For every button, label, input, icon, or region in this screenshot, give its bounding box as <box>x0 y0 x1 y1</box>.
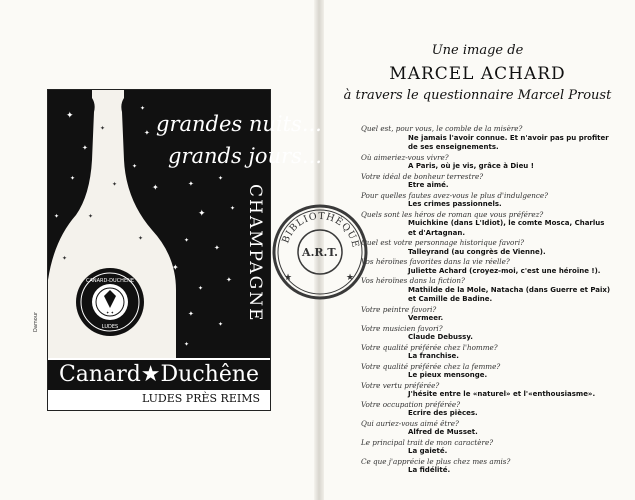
ad-designer-text: Damour <box>33 311 39 332</box>
ad-brand-location: LUDES PRÈS REIMS <box>141 392 260 405</box>
qa-item <box>361 153 611 172</box>
svg-text:✦: ✦ <box>144 129 150 137</box>
qa-item <box>361 438 611 457</box>
answer: La gaieté. <box>408 447 448 455</box>
qa-item <box>361 362 611 381</box>
question: Qui auriez-vous aimé être? <box>361 418 459 428</box>
svg-text:✦: ✦ <box>172 263 179 272</box>
svg-text:✦: ✦ <box>198 285 204 292</box>
svg-text:✦ ✦: ✦ ✦ <box>106 310 114 315</box>
svg-text:✦: ✦ <box>54 213 60 220</box>
qa-item <box>361 172 611 191</box>
answer: Muichkine (dans L'Idiot), le comte Mosca, Charlus et d'Artagnan. <box>408 219 605 237</box>
answer: La franchise. <box>408 352 459 360</box>
question: Votre qualité préférée chez la femme? <box>361 361 501 371</box>
ad-slogan-line2: grands jours... <box>168 144 322 168</box>
question: Ce que j'apprécie le plus chez mes amis? <box>361 456 511 466</box>
question: Le principal trait de mon caractère? <box>361 437 494 447</box>
question: Votre occupation préférée? <box>361 399 461 409</box>
svg-text:✦: ✦ <box>88 213 94 220</box>
qa-item <box>361 276 611 305</box>
svg-text:✦: ✦ <box>62 255 68 262</box>
qa-item <box>361 381 611 400</box>
svg-text:✦: ✦ <box>198 209 206 219</box>
question: Vos héroïnes dans la fiction? <box>361 276 465 285</box>
svg-text:✦: ✦ <box>82 144 88 152</box>
svg-text:✦: ✦ <box>132 163 138 170</box>
qa-item <box>361 124 611 153</box>
question: Votre vertu préférée? <box>361 380 440 390</box>
svg-text:✦: ✦ <box>70 175 76 182</box>
question: Où aimeriez-vous vivre? <box>361 152 449 162</box>
qa-item <box>361 419 611 438</box>
qa-item <box>361 191 611 210</box>
brand-seal-icon <box>76 268 144 336</box>
svg-text:★: ★ <box>346 273 355 283</box>
title-name: MARCEL ACHARD <box>389 64 566 84</box>
qa-item <box>361 210 611 239</box>
answer: Les crimes passionnels. <box>408 200 502 208</box>
svg-text:✦: ✦ <box>230 205 236 212</box>
ad-slogan-line1: grandes nuits... <box>156 112 322 136</box>
qa-item <box>361 305 611 324</box>
question: Votre idéal de bonheur terrestre? <box>361 171 484 181</box>
answer: Vermeer. <box>408 314 444 322</box>
svg-text:✦: ✦ <box>112 181 118 188</box>
ad-vertical-word-text: CHAMPAGNE <box>245 184 265 323</box>
answer: Etre aimé. <box>408 181 449 189</box>
answer: Ne jamais l'avoir connue. Et n'avoir pas pu profiter de ses enseignements. <box>408 133 609 151</box>
qa-item <box>361 238 611 257</box>
title-line1: Une image de <box>431 43 524 58</box>
svg-text:✦: ✦ <box>218 321 224 328</box>
questionnaire <box>361 124 611 476</box>
svg-text:✦: ✦ <box>218 175 224 182</box>
library-stamp-icon <box>268 200 372 304</box>
question: Votre musicien favori? <box>361 323 443 333</box>
qa-item <box>361 343 611 362</box>
qa-item <box>361 324 611 343</box>
svg-text:✦: ✦ <box>66 111 74 121</box>
title-line3: à travers le questionnaire Marcel Proust <box>343 88 612 103</box>
svg-text:★: ★ <box>284 273 293 283</box>
answer: Le pieux mensonge. <box>408 371 488 379</box>
question: Quel est votre personnage historique favori? <box>361 238 524 247</box>
question: Quels sont les héros de roman que vous préférez? <box>361 209 544 219</box>
svg-text:✦: ✦ <box>184 237 190 244</box>
answer: Ecrire des pièces. <box>408 409 478 417</box>
answer: A Paris, où je vis, grâce à Dieu ! <box>408 162 534 170</box>
svg-text:✦: ✦ <box>138 235 144 242</box>
answer: Mathilde de la Mole, Natacha (dans Guerre et Paix) et Camille de Badine. <box>408 285 611 303</box>
answer: Talleyrand (au congrès de Vienne). <box>408 247 546 256</box>
svg-text:LUDES: LUDES <box>101 324 119 330</box>
answer: J'hésite entre le «naturel» et l'«enthousiasme». <box>408 390 596 398</box>
question: Pour quelles fautes avez-vous le plus d'indulgence? <box>361 190 549 200</box>
qa-item <box>361 457 611 476</box>
answer: Claude Debussy. <box>408 333 473 341</box>
svg-text:✦: ✦ <box>100 125 106 132</box>
svg-text:✦: ✦ <box>184 341 190 348</box>
answer: La fidélité. <box>408 466 451 474</box>
svg-text:✦: ✦ <box>188 180 194 188</box>
ad-vertical-word <box>245 184 269 356</box>
ad-brand-name: Canard★Duchêne <box>48 360 270 390</box>
svg-text:CANARD-DUCHÊNE: CANARD-DUCHÊNE <box>85 278 135 284</box>
question: Votre qualité préférée chez l'homme? <box>361 342 498 352</box>
answer: Juliette Achard (croyez-moi, c'est une héroïne !). <box>408 266 601 275</box>
qa-item <box>361 257 611 276</box>
stamp-ring-text: BIBLIOTHÈQUE <box>280 210 361 250</box>
svg-text:✦: ✦ <box>188 310 194 318</box>
svg-text:✦: ✦ <box>152 183 159 192</box>
svg-text:✦: ✦ <box>226 276 232 284</box>
stamp-center-text: A.R.T. <box>302 246 338 259</box>
qa-item <box>361 400 611 419</box>
svg-text:✦: ✦ <box>140 105 146 112</box>
question: Vos héroïnes favorites dans la vie réelle? <box>361 257 510 266</box>
answer: Alfred de Musset. <box>408 428 478 436</box>
question: Votre peintre favori? <box>361 304 437 314</box>
question: Quel est, pour vous, le comble de la misère? <box>361 124 523 133</box>
svg-text:✦: ✦ <box>214 244 220 252</box>
ad-designer-credit <box>33 300 45 340</box>
